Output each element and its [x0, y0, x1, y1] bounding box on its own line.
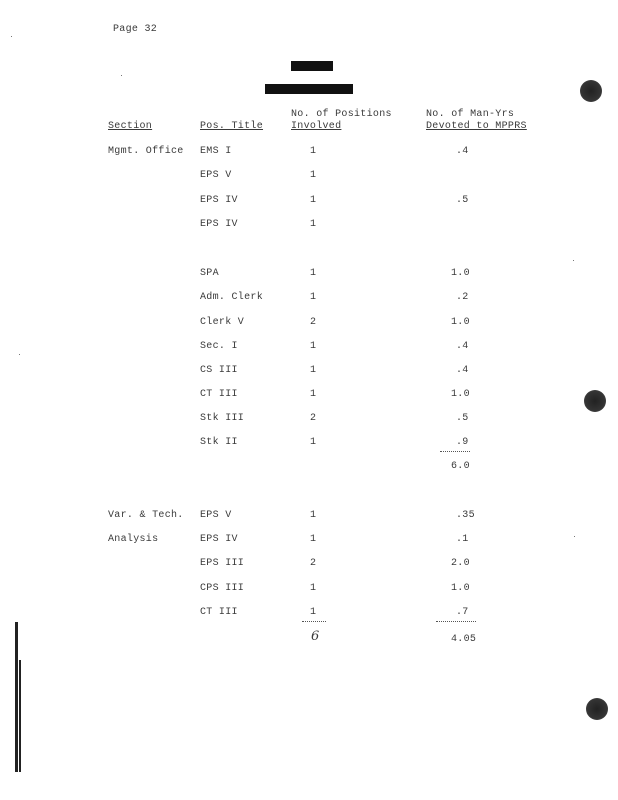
header-positions-line2: Involved: [291, 121, 342, 132]
cell-manyrs: .2: [456, 292, 469, 303]
cell-positions: 1: [310, 170, 317, 181]
cell-positions: 1: [310, 219, 317, 230]
header-positions-line1: No. of Positions: [291, 109, 392, 120]
cell-manyrs: 2.0: [451, 558, 470, 569]
cell-title: EPS V: [200, 510, 232, 521]
cell-manyrs: .4: [456, 146, 469, 157]
scan-speck: [19, 354, 20, 355]
cell-manyrs: .5: [456, 413, 469, 424]
cell-manyrs: 1.0: [451, 389, 470, 400]
cell-title: Adm. Clerk: [200, 292, 264, 303]
cell-manyrs: .9: [456, 437, 469, 448]
cell-positions: 1: [310, 365, 317, 376]
cell-manyrs: .4: [456, 365, 469, 376]
binder-hole-middle: [584, 390, 606, 412]
cell-title: EPS IV: [200, 195, 238, 206]
cell-positions: 1: [310, 510, 317, 521]
cell-positions: 1: [310, 341, 317, 352]
cell-positions: 1: [310, 292, 317, 303]
scan-speck: [11, 36, 12, 37]
total-rule-manyrs: [436, 621, 476, 623]
cell-title: Sec. I: [200, 341, 238, 352]
scan-edge-mark-thin: [19, 660, 21, 772]
binder-hole-bottom: [586, 698, 608, 720]
redacted-heading-top: [291, 61, 333, 71]
cell-positions: 1: [310, 195, 317, 206]
cell-section: Var. & Tech.: [108, 510, 184, 521]
cell-manyrs: .1: [456, 534, 469, 545]
total-rule-positions: [302, 621, 326, 623]
cell-title: EPS IV: [200, 534, 238, 545]
cell-title: EPS III: [200, 558, 245, 569]
redacted-heading-bottom: [265, 84, 353, 94]
header-section: Section: [108, 121, 153, 132]
cell-title: Stk III: [200, 413, 245, 424]
cell-title: CS III: [200, 365, 238, 376]
subtotal-rule: [440, 451, 470, 453]
cell-title: CT III: [200, 389, 238, 400]
cell-positions: 1: [310, 437, 317, 448]
scan-edge-mark: [15, 622, 18, 772]
cell-positions: 1: [310, 583, 317, 594]
cell-positions: 1: [310, 146, 317, 157]
cell-positions: 1: [310, 534, 317, 545]
cell-title: Stk II: [200, 437, 238, 448]
scan-speck: [573, 260, 574, 261]
cell-title: Clerk V: [200, 317, 245, 328]
cell-positions: 2: [310, 317, 317, 328]
cell-title: CPS III: [200, 583, 245, 594]
cell-title: CT III: [200, 607, 238, 618]
cell-manyrs: 1.0: [451, 268, 470, 279]
cell-title: EMS I: [200, 146, 232, 157]
cell-section: Analysis: [108, 534, 159, 545]
cell-section: Mgmt. Office: [108, 146, 184, 157]
cell-manyrs: .5: [456, 195, 469, 206]
cell-positions: 1: [310, 389, 317, 400]
scan-speck: [574, 536, 575, 537]
cell-total-manyrs: 4.05: [451, 634, 477, 645]
header-manyrs-line1: No. of Man-Yrs: [426, 109, 515, 120]
cell-manyrs: .35: [456, 510, 475, 521]
cell-manyrs: .7: [456, 607, 469, 618]
binder-hole-top: [580, 80, 602, 102]
cell-title: SPA: [200, 268, 219, 279]
cell-total-positions: 6: [311, 629, 320, 644]
cell-subtotal: 6.0: [451, 461, 470, 472]
cell-positions: 1: [310, 268, 317, 279]
cell-title: EPS IV: [200, 219, 238, 230]
cell-manyrs: 1.0: [451, 317, 470, 328]
cell-positions: 1: [310, 607, 317, 618]
cell-positions: 2: [310, 558, 317, 569]
cell-title: EPS V: [200, 170, 232, 181]
cell-manyrs: .4: [456, 341, 469, 352]
cell-manyrs: 1.0: [451, 583, 470, 594]
cell-positions: 2: [310, 413, 317, 424]
page-number: Page 32: [113, 24, 158, 35]
scan-speck: [121, 75, 122, 76]
header-pos-title: Pos. Title: [200, 121, 264, 132]
header-manyrs-line2: Devoted to MPPRS: [426, 121, 527, 132]
